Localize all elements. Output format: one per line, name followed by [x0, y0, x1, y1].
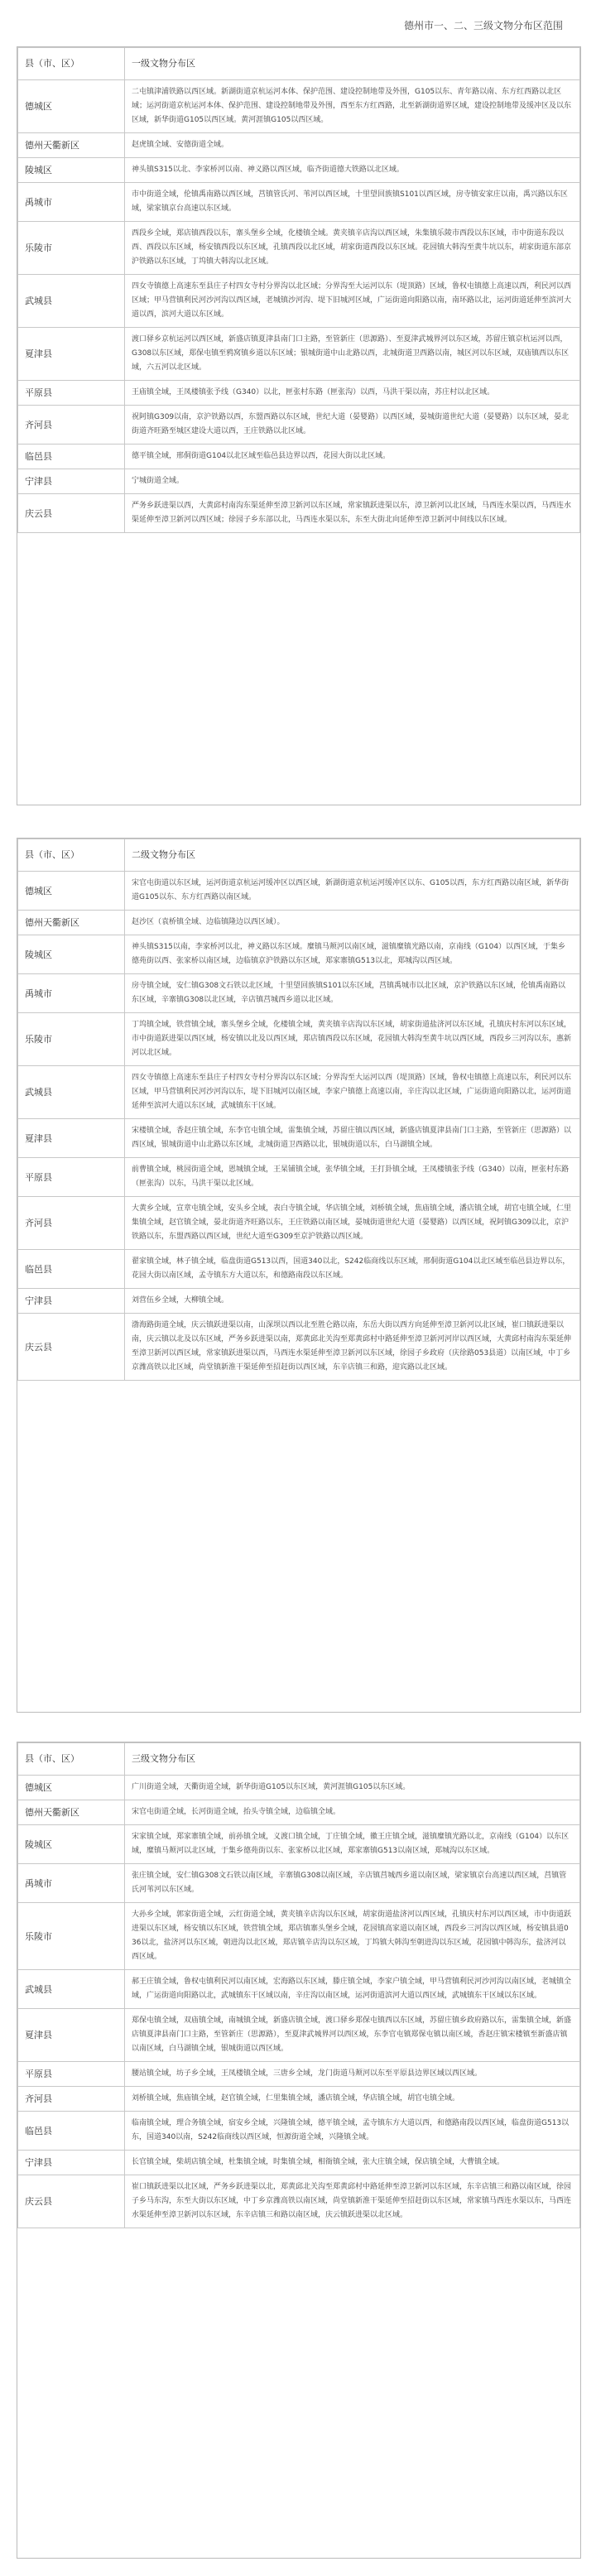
- county-cell: 德城区: [18, 872, 125, 911]
- table-row: [18, 1776, 580, 1800]
- zone-cell: 渤海路街道全域，庆云镇跃进渠以南，山深坝以西以北至胜仑路以南，东岳大街以西方向延伸至漳卫新河以北区域，崔口镇跃进渠以南，庆云镇以北及以东区域，严务乡跃进渠以南，郑黄邱北关沟至郑黄邱村中路延伸至漳卫新河河岸以西区域，大黄邱村南沟东渠延伸至漳卫新河以西区域，常家镇跃进渠以西，马西连水渠延伸至漳卫新河以东区域，徐园子乡政府（庆徐路053县道）以南区域，中丁乡京潍高铁以北区域，尚堂镇新淮干渠延伸至招赶街以西区域，东辛店镇三和路，迎宾路以北区域。: [125, 1314, 580, 1381]
- zone-cell: 翟家镇全域，林子镇全域，临盘街道G513以西，国道340以北，S242临商线以东区域，邢侗街道G104以北区域至临邑县边界以东，花园大街以南区域，孟寺镇东方大道以东，和德路南段以东区域。: [125, 1250, 580, 1289]
- zone-cell: 祝阿镇G309以南，京沪铁路以西，东盟西路以东区域，世纪大道（晏婴路）以西区域，晏城街道世纪大道（晏婴路）以东区域，晏北街道齐旺路至城区建设大道以西，王庄铁路以北区域。: [125, 406, 580, 445]
- county-cell: 德州天衢新区: [18, 1800, 125, 1825]
- level-3-table: [17, 1742, 580, 2228]
- zone-cell: 宋楼镇全域，香赵庄镇全域，东李官屯镇全域，雷集镇全域，苏留庄镇以西区域，新盛店镇夏津县南门口主路，至管新庄（思源路）以西区域，银城街道中山北路以东区域，北城街道卫西路以北，银城街道以东，白马湖镇全域。: [125, 1119, 580, 1158]
- zone-cell: 刘营伍乡全域，大柳镇全域。: [125, 1289, 580, 1314]
- table-row: [18, 1013, 580, 1066]
- county-cell: 临邑县: [18, 445, 125, 469]
- header-zone: 二级文物分布区: [125, 839, 580, 872]
- county-cell: 武城县: [18, 1970, 125, 2009]
- county-cell: 平原县: [18, 1158, 125, 1197]
- table-row: [18, 1158, 580, 1197]
- table-row: [18, 275, 580, 328]
- county-cell: 乐陵市: [18, 222, 125, 275]
- zone-cell: 四女寺镇德上高速东至县庄子村四女寺村分界沟以东区域；分界沟至大运河以西（堤顶路）区域，鲁权屯镇德上高速以东，利民河以东区域，甲马营镇利民河沙河沟以东，堤下旧城河以南区域，李家户镇德上高速以南，辛庄沟以北区域，广运街道向阳路以北，运河街道延伸至滨河大道以东区域，武城镇东干区域。: [125, 1066, 580, 1119]
- zone-cell: 市中街道全域，伦镇禹南路以西区域，莒镇管氏河、苇河以西区域，十里望回族镇S101以西区域，房寺镇安家庄以南，禹兴路以东区域，梁家镇京台高速以东区域。: [125, 183, 580, 222]
- table-row: [18, 1119, 580, 1158]
- zone-cell: 宋官屯街道以东区域，运河街道京杭运河缓冲区以西区域，新湖街道京杭运河缓冲区以东、G105以西，东方红西路以南区域，新华街道G105以东、东方红西路以南区域。: [125, 872, 580, 911]
- table-row: [18, 381, 580, 406]
- zone-cell: 宋家镇全域，郑家寨镇全域，前孙镇全域，义渡口镇全域，丁庄镇全域，徽王庄镇全域，滋镇糜镇光路以北，京南线（G104）以东区域，糜镇马颊河以北区域，于集乡德苑街以东、张家桥以北区域，郑家寨镇G513以南区域，郑城沟以东区域。: [125, 1825, 580, 1864]
- level-1-table: [17, 47, 580, 533]
- zone-cell: 二屯镇津浦铁路以西区域。新湖街道京杭运河本体、保护范围、建设控制地带及外围，G105以东、青年路以南、东方红西路以北区域；运河街道京杭运河本体、保护范围、建设控制地带及外围，西至东方红西路，北至新湖街道界区域，建设控制地带及缓冲区及以东区域，新华街道G105以西区域。黄河涯镇G105以西区域。: [125, 80, 580, 133]
- table-row: [18, 1250, 580, 1289]
- county-cell: 陵城区: [18, 935, 125, 974]
- county-cell: 宁津县: [18, 469, 125, 494]
- county-cell: 宁津县: [18, 2151, 125, 2175]
- zone-cell: 神头镇S315以南，李家桥河以北，神义路以东区域。糜镇马颊河以南区域，滋镇糜镇光路以南，京南线（G104）以西区域，于集乡德苑街以西、张家桥以南区域，边临镇京沪铁路以东区域，郑家寨镇G513以北，郑城沟以西区域。: [125, 935, 580, 974]
- table-row: [18, 222, 580, 275]
- table-row: [18, 2175, 580, 2228]
- table-level-1: [17, 46, 581, 805]
- zone-cell: 王庙镇全域，王凤楼镇张予线（G340）以北，匣张村东路（匣张沟）以西，马洪干渠以南，苏庄村以北区域。: [125, 381, 580, 406]
- county-cell: 平原县: [18, 381, 125, 406]
- table-level-3: [17, 1742, 581, 2559]
- table-row: [18, 974, 580, 1013]
- zone-cell: 大黄乡全域，宣章屯镇全域，安头乡全域，表白寺镇全域，华店镇全域，刘桥镇全域，焦庙镇全域，潘店镇全域，胡官屯镇全域，仁里集镇全域，赵官镇全域，晏北街道齐旺路以东，王庄铁路以南区域，晏城街道世纪大道（晏婴路）以西区域，祝阿镇G309以北，京沪铁路以东，东盟西路以西区域，世纪大道至G309至京沪铁路以西区域。: [125, 1197, 580, 1250]
- county-cell: 庆云县: [18, 1314, 125, 1381]
- county-cell: 齐河县: [18, 406, 125, 445]
- county-cell: 陵城区: [18, 158, 125, 183]
- county-cell: 乐陵市: [18, 1013, 125, 1066]
- zone-cell: 郝王庄镇全域，鲁权屯镇利民河以南区域，宏海路以东区域，滕庄镇全域，李家户镇全域，甲马营镇利民河沙河沟以南区域，老城镇全域，广运街道向阳路以北，武城镇东干区域以南，辛庄沟以南区域，运河街道滨河大道以西区域，武城镇东干区域以东区域。: [125, 1970, 580, 2009]
- table-header-row: [18, 48, 580, 80]
- county-cell: 夏津县: [18, 2009, 125, 2062]
- county-cell: 宁津县: [18, 1289, 125, 1314]
- zone-cell: 赵沙区（袁桥镇全域、边临镇隆边以西区域）。: [125, 911, 580, 935]
- table-row: [18, 2062, 580, 2087]
- county-cell: 德州天衢新区: [18, 133, 125, 158]
- zone-cell: 神头镇S315以北、李家桥河以南、神义路以西区域，临齐街道德大铁路以北区域。: [125, 158, 580, 183]
- table-row: [18, 494, 580, 533]
- table-row: [18, 183, 580, 222]
- table-row: [18, 2151, 580, 2175]
- county-cell: 临邑县: [18, 2112, 125, 2151]
- county-cell: 夏津县: [18, 328, 125, 381]
- county-cell: 庆云县: [18, 494, 125, 533]
- zone-cell: 赵虎镇全域、安德街道全域。: [125, 133, 580, 158]
- table-row: [18, 1970, 580, 2009]
- zone-cell: 大孙乡全域，郭家街道全域，云红街道全域，黄夹镇辛店沟以东区域，胡家街道盐济河以西区域，孔镇庆村东河以西区域，市中街道跃进渠以东区域，杨安镇以东区域，铁营镇全域，郑店镇寨头堡乡全域，花园镇高家道以南区域，西段乡三河沟以西区域，杨安镇县道036以北，盐济河以东区域，朝进沟以北区域，郑店镇辛店沟以东区域，丁坞镇大韩沟至朝进沟以东区域，花园镇中韩沟东，盐济河以西区域。: [125, 1903, 580, 1970]
- table-row: [18, 1289, 580, 1314]
- table-row: [18, 935, 580, 974]
- table-row: [18, 2009, 580, 2062]
- table-header-row: [18, 839, 580, 872]
- zone-cell: 刘桥镇全域，焦庙镇全域，赵官镇全域，仁里集镇全域，潘店镇全域，华店镇全域，胡官屯镇全域。: [125, 2087, 580, 2112]
- county-cell: 德城区: [18, 1776, 125, 1800]
- zone-cell: 宋官屯街道全域，长河街道全域，抬头寺镇全域，边临镇全域。: [125, 1800, 580, 1825]
- county-cell: 乐陵市: [18, 1903, 125, 1970]
- zone-cell: 腰站镇全域，坊子乡全域，王凤楼镇全域，三唐乡全域，龙门街道马颊河以东至平原县边界区域以西区域。: [125, 2062, 580, 2087]
- zone-cell: 长官镇全域，柴胡店镇全域，杜集镇全域，时集镇全域，相衙镇全域，张大庄镇全域，保店镇全域，大曹镇全域。: [125, 2151, 580, 2175]
- table-row: [18, 872, 580, 911]
- table-row: [18, 911, 580, 935]
- table-row: [18, 158, 580, 183]
- county-cell: 庆云县: [18, 2175, 125, 2228]
- county-cell: 德州天衢新区: [18, 911, 125, 935]
- page-caption: 德州市一、二、三级文物分布区范围: [403, 20, 563, 31]
- zone-cell: 西段乡全域，郑店镇西段以东，寨头堡乡全域，化楼镇全域。黄夹镇辛店沟以西区域，朱集镇乐陵市西段以东区域，市中街道东段以西、西段以东区域，杨安镇西段以东区域，孔镇西段以北区域，胡家街道西段以东区域。花园镇大韩沟至黄牛坑以东，胡家街道东部京沪铁路以东区域，丁坞镇大韩沟以北区域。: [125, 222, 580, 275]
- county-cell: 齐河县: [18, 1197, 125, 1250]
- zone-cell: 临南镇全域，理合务镇全域，宿安乡全域，兴隆镇全域，德平镇全域，孟寺镇东方大道以西，和德路南段以西区域，临盘街道G513以东，国道340以南，S242临商线以西区域，恒源街道全域，兴隆镇全域。: [125, 2112, 580, 2151]
- zone-cell: 张庄镇全域，安仁镇G308文石铁以南区域，辛寨镇G308以南区域，辛店镇莒城西乡道以南区域，梁家镇京台高速以西区域，莒镇管氏河苇河以东区域。: [125, 1864, 580, 1903]
- table-row: [18, 2112, 580, 2151]
- zone-cell: 四女寺镇德上高速东至县庄子村四女寺村分界沟以北区域；分界沟至大运河以东（堤顶路）区域，鲁权屯镇德上高速以西，利民河以西区域；甲马营镇利民河沙河沟以西区域，老城镇沙河沟、堤下旧城河区域，广运街道向阳路以南，南环路以北，运河街道延伸至滨河大道以西，滨河大道以东区域。: [125, 275, 580, 328]
- table-row: [18, 1800, 580, 1825]
- table-header-row: [18, 1743, 580, 1776]
- table-row: [18, 80, 580, 133]
- table-row: [18, 328, 580, 381]
- zone-cell: 广川街道全域，天衢街道全域，新华街道G105以东区域，黄河涯镇G105以东区域。: [125, 1776, 580, 1800]
- zone-cell: 崔口镇跃进渠以北区域，严务乡跃进渠以北，郑黄邱北关沟至郑黄邱村中路延伸至漳卫新河以东区域，东辛店镇三和路以南区域，徐园子乡马东沟，东至大街以东区域，中丁乡京潍高铁以南区域，尚堂镇新淮干渠延伸至招赶街以东区域，常家镇马西连水渠以东，马西连水渠延伸至漳卫新河以东区域，东辛店镇三和路以南区域，庆云镇跃进渠以北区域。: [125, 2175, 580, 2228]
- county-cell: 夏津县: [18, 1119, 125, 1158]
- zone-cell: 渡口驿乡京杭运河以西区域，新盛店镇夏津县南门口主路，至管新庄（思源路）、至夏津武城界河以东区域，苏留庄镇京杭运河以西，G308以东区域，郑保屯镇至鸦窝镇乡道以东区域；银城街道中山北路以西，北城街道卫西路以南，城区河以东区域，双庙镇西以东区域，六五河以北区域。: [125, 328, 580, 381]
- county-cell: 武城县: [18, 1066, 125, 1119]
- county-cell: 平原县: [18, 2062, 125, 2087]
- header-zone: 一级文物分布区: [125, 48, 580, 80]
- header-county: 县（市、区）: [18, 1743, 125, 1776]
- zone-cell: 严务乡跃进渠以西，大黄邱村南沟东渠延伸至漳卫新河以东区域，常家镇跃进渠以东，漳卫新河以北区域，马西连水渠以西，马西连水渠延伸至漳卫新河以西区域；徐园子乡东部以北，马西连水渠以东，东至大街北向延伸至漳卫新河中间线以东区域。: [125, 494, 580, 533]
- county-cell: 禹城市: [18, 974, 125, 1013]
- county-cell: 武城县: [18, 275, 125, 328]
- zone-cell: 房寺镇全域，安仁镇G308文石铁以北区域，十里望回族镇S101以东区域，莒镇禹城市以北区域，京沪铁路以东区域，伦镇禹南路以东区域，辛寨镇G308以北区域，辛店镇莒城西乡道以北区域。: [125, 974, 580, 1013]
- table-row: [18, 1314, 580, 1381]
- county-cell: 陵城区: [18, 1825, 125, 1864]
- table-row: [18, 2087, 580, 2112]
- header-county: 县（市、区）: [18, 839, 125, 872]
- level-2-table: [17, 839, 580, 1381]
- county-cell: 禹城市: [18, 1864, 125, 1903]
- table-row: [18, 133, 580, 158]
- table-row: [18, 1864, 580, 1903]
- table-row: [18, 445, 580, 469]
- county-cell: 齐河县: [18, 2087, 125, 2112]
- county-cell: 德城区: [18, 80, 125, 133]
- county-cell: 禹城市: [18, 183, 125, 222]
- zone-cell: 郑保屯镇全域，双庙镇全域，南城镇全域，新盛店镇全域，渡口驿乡郑保屯镇西以东区域，苏留庄镇乡政府路以东，雷集镇全域，新盛店镇夏津县南门口主路，至管新庄（思源路），至夏津武城界河以西区域，东李官屯镇郑保屯镇以南区域，香赵庄镇宋楼镇至新盛店镇以南区域，白马湖镇全域，银城街道以西区域。: [125, 2009, 580, 2062]
- header-county: 县（市、区）: [18, 48, 125, 80]
- table-row: [18, 1066, 580, 1119]
- table-row: [18, 1903, 580, 1970]
- table-row: [18, 1825, 580, 1864]
- table-row: [18, 1197, 580, 1250]
- header-zone: 三级文物分布区: [125, 1743, 580, 1776]
- county-cell: 临邑县: [18, 1250, 125, 1289]
- zone-cell: 德平镇全域，邢侗街道G104以北区域至临邑县边界以西，花园大街以北区域。: [125, 445, 580, 469]
- table-row: [18, 469, 580, 494]
- zone-cell: 丁坞镇全域，铁营镇全域，寨头堡乡全域，化楼镇全域，黄夹镇辛店沟以东区域，胡家街道盐济河以东区域，孔镇庆村东河以东区域，市中街道跃进渠以西区域，杨安镇以北及以西区域，郑店镇西段以东区域，花园镇大韩沟至黄牛坑以西区域，西段乡三河沟以东，惠新河以北区域。: [125, 1013, 580, 1066]
- table-level-2: [17, 838, 581, 1713]
- table-row: [18, 406, 580, 445]
- zone-cell: 前曹镇全域，桃园街道全域，恩城镇全域，王杲铺镇全域，张华镇全域，王打卦镇全域，王凤楼镇张予线（G340）以南，匣张村东路（匣张沟）以东，马洪干渠以北区域。: [125, 1158, 580, 1197]
- zone-cell: 宁城街道全域。: [125, 469, 580, 494]
